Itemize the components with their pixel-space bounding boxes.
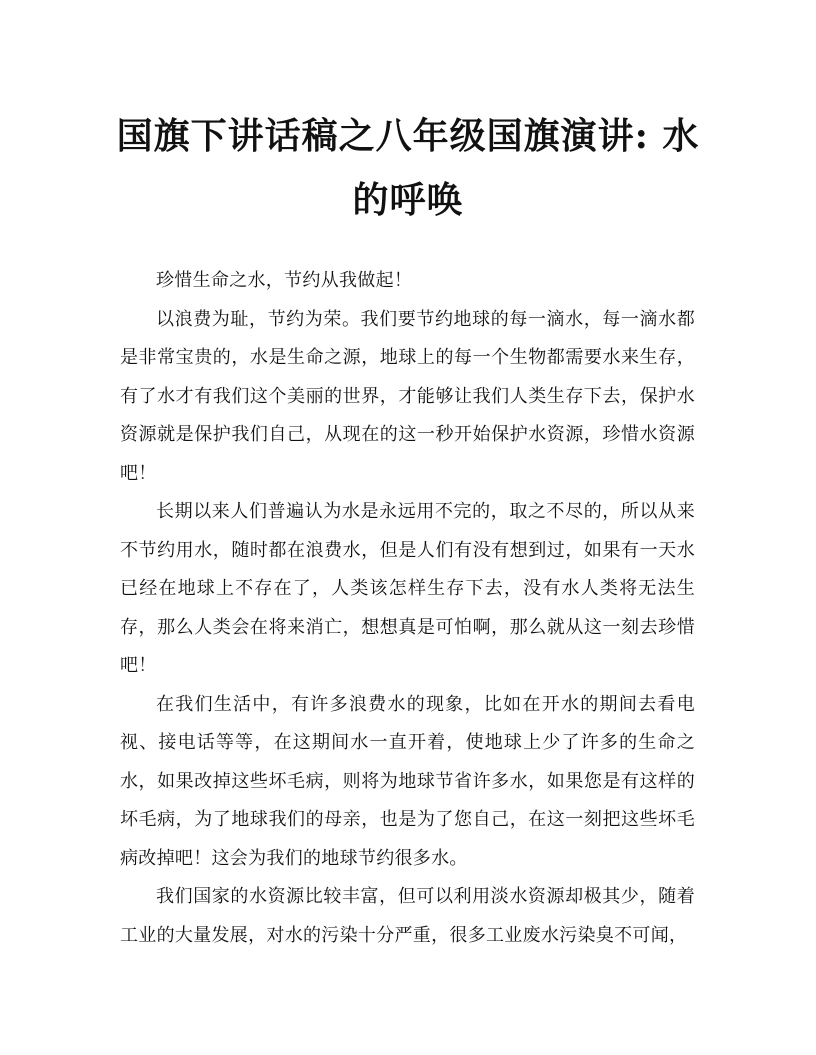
paragraph: 我们国家的水资源比较丰富，但可以利用淡水资源却极其少，随着工业的大量发展，对水的污染十分严重，很多工业废水污染臭不可闻， <box>120 886 695 946</box>
paragraph: 长期以来人们普遍认为水是永远用不完的，取之不尽的，所以从来不节约用水，随时都在浪费水，但是人们有没有想到过，如果有一天水已经在地球上不存在了，人类该怎样生存下去，没有水人类将无法生存，那么人类会在将来消亡，想想真是可怕啊，那么就从这一刻去珍惜吧！ <box>120 501 695 676</box>
paragraph: 珍惜生命之水，节约从我做起！ <box>156 270 413 291</box>
paragraph: 以浪费为耻，节约为荣。我们要节约地球的每一滴水，每一滴水都是非常宝贵的，水是生命之源，地球上的每一个生物都需要水来生存，有了水才有我们这个美丽的世界，才能够让我们人类生存下去，保护水资源就是保护我们自己，从现在的这一秒开始保护水资源，珍惜水资源吧！ <box>120 308 695 484</box>
paragraph: 在我们生活中，有许多浪费水的现象，比如在开水的期间去看电视、接电话等等，在这期间水一直开着，使地球上少了许多的生命之水，如果改掉这些坏毛病，则将为地球节省许多水，如果您是有这样的坏毛病，为了地球我们的母亲，也是为了您自己，在这一刻把这些坏毛病改掉吧！这会为我们的地球节约很多水。 <box>120 693 695 869</box>
document-body <box>120 262 695 955</box>
document-title: 国旗下讲话稿之八年级国旗演讲: 水的呼唤 <box>116 115 700 221</box>
